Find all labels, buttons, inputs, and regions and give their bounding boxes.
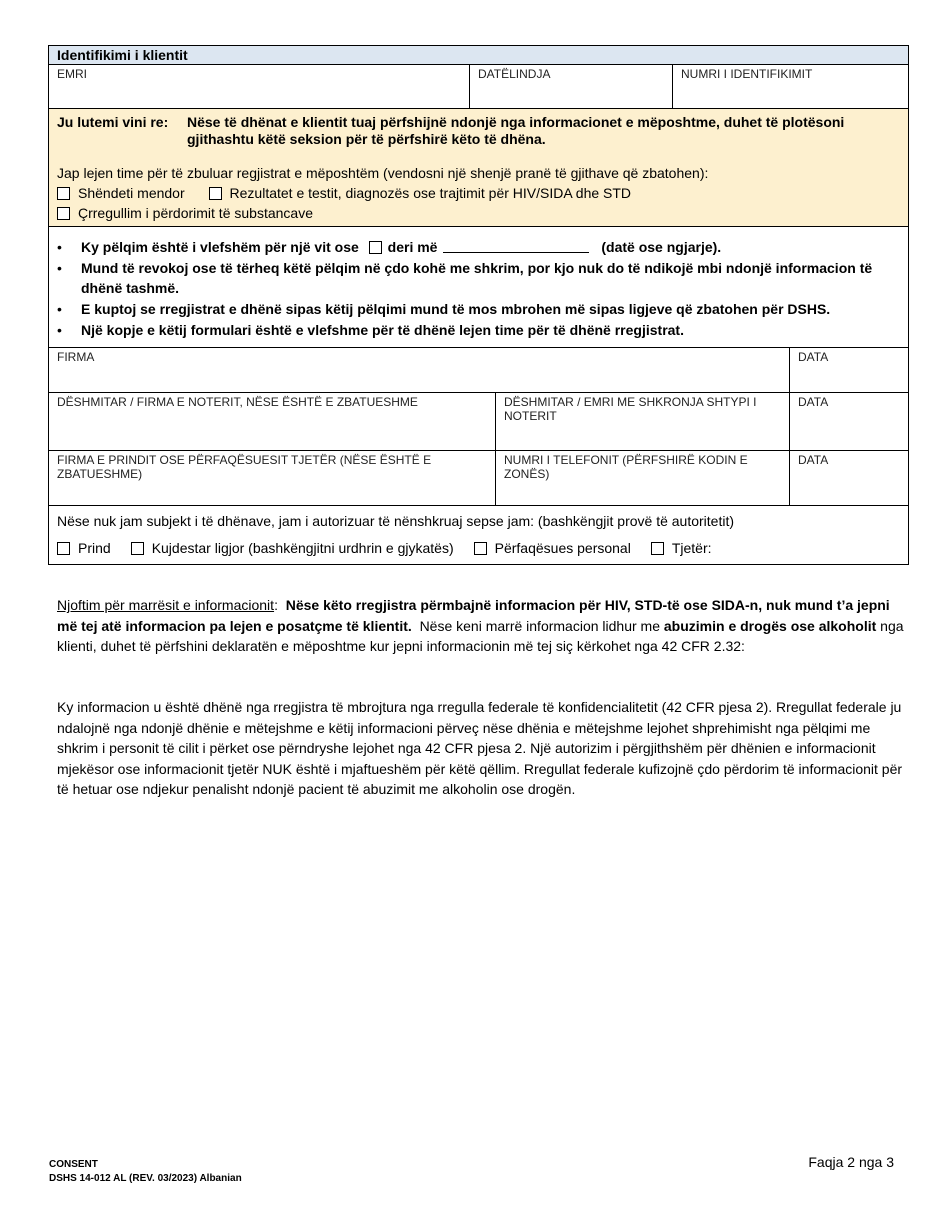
footer-form-name: CONSENT	[49, 1159, 98, 1170]
client-id-header: Identifikimi i klientit	[49, 46, 908, 65]
witness-row	[49, 393, 908, 451]
parent-signature-label: FIRMA E PRINDIT OSE PËRFAQËSUESIT TJETËR (NËSE ËSHTË E ZBATUESHME)	[57, 453, 432, 481]
name-field[interactable]	[49, 65, 470, 108]
client-id-row	[49, 65, 908, 109]
notice-text: Nëse të dhënat e klientit tuaj përfshijnë ndonjë nga informacionet e mëposhtme, duhet të plotësoni gjithashtu këtë seksion për të përfshirë këto të dhëna.	[187, 114, 845, 147]
guardian-label: Kujdestar ligjor (bashkëngjitni urdhrin e gjykatës)	[151, 540, 454, 556]
authority-section	[49, 506, 908, 564]
substance-use-label: Çrregullim i përdorimit të substancave	[78, 205, 313, 221]
validity-text: Ky pëlqim është i vlefshëm për një vit ose	[81, 239, 359, 255]
notice-lead: Ju lutemi vini re:	[57, 114, 169, 130]
revoke-text: Mund të revokoj ose të tërheq këtë pëlqim në çdo kohë me shkrim, por kjo nuk do të ndikojë mbi ndonjë informacion të dhënë tashmë.	[81, 260, 873, 296]
substance-use-checkbox[interactable]	[57, 207, 70, 220]
guardian-checkbox[interactable]	[131, 542, 144, 555]
signature-row	[49, 348, 908, 393]
notice-section	[49, 109, 908, 227]
until-label: deri më	[387, 239, 438, 255]
dob-field[interactable]	[470, 65, 673, 108]
date-event-label: (datë ose ngjarje).	[601, 239, 722, 255]
signature-field[interactable]	[49, 348, 790, 392]
witness-date-field[interactable]	[790, 393, 908, 450]
parent-signature-field[interactable]	[49, 451, 496, 505]
until-date-input[interactable]	[443, 238, 589, 253]
date-label: DATA	[798, 453, 829, 467]
list-item: • Një kopje e këtij formulari është e vlefshme për të dhënë lejen time për të dhënë rregjistrat.	[57, 322, 684, 338]
notification-text-2: nga klienti, duhet të përfshini deklaratën e mëposhtme kur jepni informacionin më tej siç kërkohet nga 42 CFR 2.32:	[57, 617, 904, 654]
name-label: EMRI	[57, 67, 87, 81]
until-date-checkbox[interactable]	[369, 241, 382, 254]
dob-label: DATËLINDJA	[478, 67, 551, 81]
parent-row	[49, 451, 908, 506]
consent-form-frame	[48, 45, 909, 565]
witness-signature-field[interactable]	[49, 393, 496, 450]
page-number: Faqja 2 nga 3	[808, 1154, 894, 1170]
parent-date-field[interactable]	[790, 451, 908, 505]
recipient-notification: Njoftim për marrësit e informacionit: Nëse këto rregjistra përmbajnë informacion për HIV, STD-të ose SIDA-n, nuk mund t’a jepni më tej atë informacion pa lejen e posatçme të klientit. Nëse keni marrë informacion lidhur me abuzimin e drogës ose alkoholit nga klienti, duhet të përfshini deklaratën e mëposhtme kur jepni informacionin më tej siç kërkohet nga 42 CFR 2.32:	[57, 597, 904, 654]
permission-text: Jap lejen time për të zbuluar regjistrat e mëposhtëm (vendosni një shenjë pranë të gjithave që zbatohen):	[57, 165, 709, 181]
mental-health-checkbox[interactable]	[57, 187, 70, 200]
id-number-field[interactable]	[673, 65, 908, 108]
id-number-label: NUMRI I IDENTIFIKIMIT	[681, 67, 813, 81]
witness-name-field[interactable]	[496, 393, 790, 450]
parent-label: Prind	[78, 540, 111, 556]
witness-signature-label: DËSHMITAR / FIRMA E NOTERIT, NËSE ËSHTË E ZBATUESHME	[57, 395, 418, 409]
authority-text: Nëse nuk jam subjekt i të dhënave, jam i autorizuar të nënshkruaj sepse jam: (bashkëngjit provë të autoritetit)	[57, 513, 735, 529]
witness-name-label: DËSHMITAR / EMRI ME SHKRONJA SHTYPI I NOTERIT	[504, 395, 757, 423]
hiv-std-label: Rezultatet e testit, diagnozës ose trajtimit për HIV/SIDA dhe STD	[229, 185, 632, 201]
date-label: DATA	[798, 350, 829, 364]
federal-statement: Ky informacion u është dhënë nga rregjistra të mbrojtura nga rregulla federale të konfidencialitetit (42 CFR pjesa 2). Rregullat federale ju ndalojnë nga ndonjë dhënie e mëtejshme e këtij informacioni përveç nëse dhënia e mëtejshme lejohet shprehimisht nga pëlqimi me shkrim i personit të cilit i përket ose përndryshe lejohet nga 42 CFR pjesa 2. Një autorizim i përgjithshëm për dhënien e informacionit mjekësor ose informacionit tjetër NUK është i mjaftueshëm për këtë qëllim. Rregullat federale kufizojnë çdo përdorim të informacionit për të hetuar ose ndjekur penalisht ndonjë pacient të abuzimit me alkoholin ose drogën.	[57, 699, 903, 797]
notification-text-1: Nëse keni marrë informacion lidhur me	[419, 617, 660, 634]
signature-label: FIRMA	[57, 350, 95, 364]
date-label: DATA	[798, 395, 829, 409]
list-item: • Mund të revokoj ose të tërheq këtë pëlqim në çdo kohë me shkrim, por kjo nuk do të ndikojë mbi ndonjë informacion të dhënë tashmë.	[57, 258, 896, 298]
personal-rep-checkbox[interactable]	[474, 542, 487, 555]
other-label: Tjetër:	[671, 540, 712, 556]
list-item: • Ky pëlqim është i vlefshëm për një vit ose deri më (datë ose ngjarje).	[57, 239, 722, 255]
terms-list	[49, 227, 908, 348]
parent-checkbox[interactable]	[57, 542, 70, 555]
hiv-warning: Nëse këto rregjistra përmbajnë informacion për HIV, STD-të ose SIDA-n, nuk mund t’a jepni më tej atë informacion pa lejen e posatçme të klientit.	[57, 597, 890, 634]
copy-valid-text: Një kopje e këtij formulari është e vlefshme për të dhënë lejen time për të dhënë rregjistrat.	[81, 322, 684, 338]
footer-form-code: DSHS 14-012 AL (REV. 03/2023) Albanian	[49, 1173, 242, 1184]
other-checkbox[interactable]	[651, 542, 664, 555]
list-item: • E kuptoj se rregjistrat e dhënë sipas këtij pëlqimi mund të mos mbrohen më sipas ligjeve që zbatohen për DSHS.	[57, 301, 831, 317]
notification-label: Njoftim për marrësit e informacionit	[57, 597, 275, 613]
signature-date-field[interactable]	[790, 348, 908, 392]
personal-rep-label: Përfaqësues personal	[494, 540, 631, 556]
phone-label: NUMRI I TELEFONIT (PËRFSHIRË KODIN E ZONËS)	[504, 453, 748, 481]
hiv-std-checkbox[interactable]	[209, 187, 222, 200]
protection-text: E kuptoj se rregjistrat e dhënë sipas këtij pëlqimi mund të mos mbrohen më sipas ligjeve që zbatohen për DSHS.	[81, 301, 831, 317]
mental-health-label: Shëndeti mendor	[78, 185, 185, 201]
phone-field[interactable]	[496, 451, 790, 505]
drug-alcohol-term: abuzimin e drogës ose alkoholit	[663, 617, 877, 634]
